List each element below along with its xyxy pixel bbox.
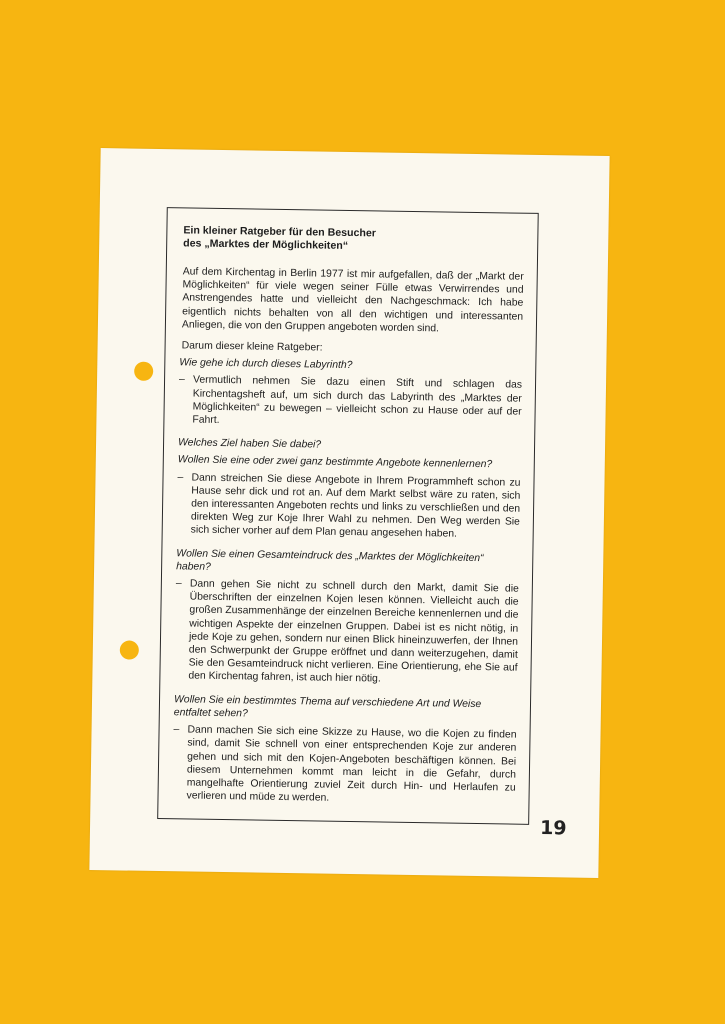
answer-item — [178, 374, 522, 432]
text-frame — [157, 207, 539, 825]
section-3 — [174, 547, 519, 688]
question: Wollen Sie ein bestimmtes Thema auf verschiedene Art und Weise entfaltet sehen? — [173, 693, 482, 720]
document-heading — [183, 224, 524, 255]
answer-text: Dann gehen Sie nicht zu schnell durch den Markt, damit Sie die Überschriften der einzelnen Kojen lesen können. Vielleicht auch die großen Zusammenhänge der einzelnen Bereiche kennenlernen und die wichtigen Aspekte der einzelnen Gruppen. Dabei ist es nicht nötig, in jede Koje zu gehen, sondern nur einen Blick hineinzuwerfen, der Ihnen den Schwerpunkt der Gruppe eröffnet und dann weiterzugehen, damit Sie den Gesamteindruck nicht verlieren. Eine Orientierung, ehe Sie auf den Kirchentag fahren, ist auch hier nötig. — [188, 578, 519, 685]
answer-text: Dann machen Sie sich eine Skizze zu Hause, wo die Kojen zu finden sind, damit Sie schnell von einer entsprechenden Koje zur anderen gehen und sich mit den Kojen-Angeboten beschäftigen können. Bei diesem Unternehmen kommt man leicht in die Gefahr, durch mangelhafte Orientierung zuviel Zeit durch Hin- und Herlaufen zu verlieren und müde zu werden. — [186, 724, 517, 804]
dash-marker: – — [175, 578, 182, 590]
dash-marker: – — [177, 471, 184, 484]
section-2 — [177, 437, 522, 543]
punch-hole-top — [134, 362, 153, 381]
dash-marker: – — [173, 724, 180, 736]
section-4 — [172, 693, 517, 808]
intro-paragraph: Auf dem Kirchentag in Berlin 1977 ist mir aufgefallen, daß der „Markt der Möglichkeiten“ für viele wegen seiner Fülle etwas Verwirrendes und Anstrengendes hatte und vielleicht den Nachgeschmack: Ich habe eigentlich nichts behalten von all den wichtigen und interessanten Anliegen, die von den Gruppen angeboten worden sind. — [181, 266, 524, 335]
question: Wie gehe ich durch dieses Labyrinth? — [179, 357, 353, 372]
dash-marker: – — [178, 374, 185, 386]
question: Wollen Sie eine oder zwei ganz bestimmte Angebote kennenlernen? — [177, 454, 493, 471]
question: Welches Ziel haben Sie dabei? — [177, 437, 322, 451]
answer-text: Dann streichen Sie diese Angebote in Ihrem Programmheft schon zu Hause sehr dick und rot an. Auf dem Markt selbst wäre zu raten, sich den interessanten Angeboten rechts und links zu verschließen und den direkten Weg zur Koje Ihrer Wahl zu nehmen. Den Weg werden Sie sich sicher vorher auf dem Plan genau angesehen haben. — [190, 472, 521, 541]
answer-item — [172, 723, 516, 808]
answer-item — [174, 577, 519, 688]
question: Wollen Sie einen Gesamteindruck des „Marktes der Möglichkeiten“ haben? — [176, 547, 484, 573]
heading-line-2: des „Marktes der Möglichkeiten“ — [183, 237, 349, 252]
answer-text: Vermutlich nehmen Sie dazu einen Stift und schlagen das Kirchentagsheft auf, um sich durch das Labyrinth des „Marktes der Möglichkeiten“ zu bewegen – vielleicht schon zu Hause oder auf der Fahrt. — [192, 374, 523, 426]
lead-line: Darum dieser kleine Ratgeber: — [181, 340, 323, 354]
section-1 — [178, 357, 522, 432]
page-number: 19 — [539, 817, 567, 840]
document-page — [89, 148, 609, 878]
heading-line-1: Ein kleiner Ratgeber für den Besucher — [183, 224, 377, 240]
answer-item — [177, 471, 521, 542]
punch-hole-bottom — [120, 640, 139, 659]
